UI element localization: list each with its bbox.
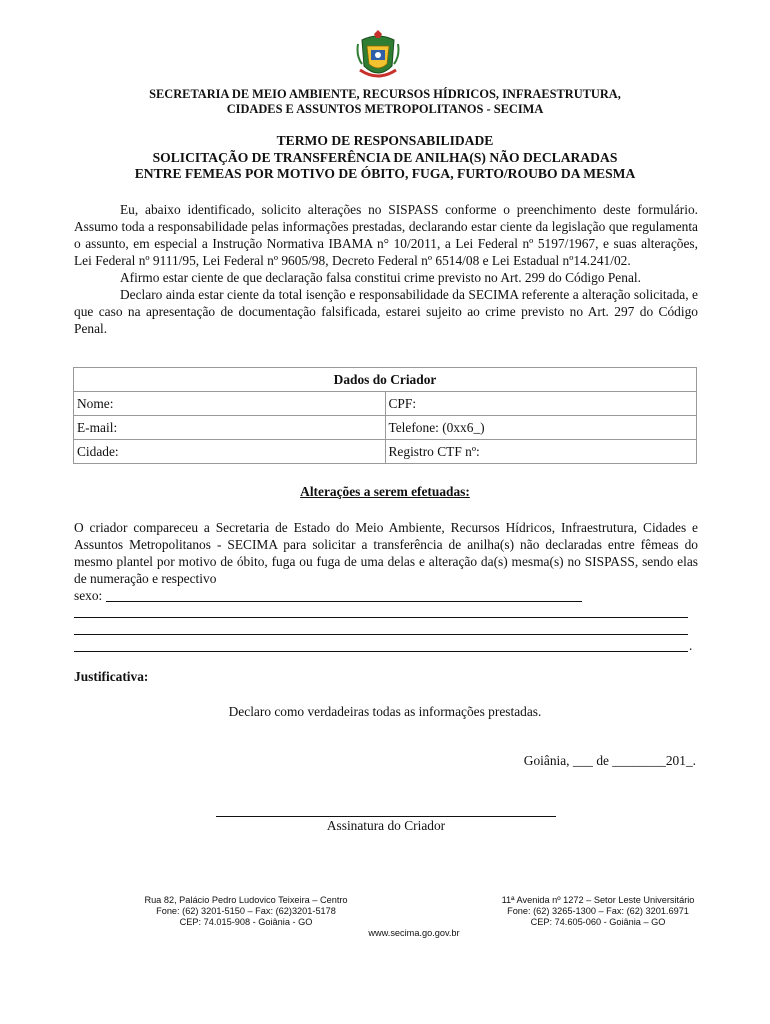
footer-left-line: CEP: 74.015-908 - Goiânia - GO	[179, 917, 313, 927]
email-field[interactable]: E-mail:	[74, 416, 386, 440]
footer-website[interactable]: www.secima.go.gov.br	[368, 928, 460, 938]
name-field[interactable]: Nome:	[74, 392, 386, 416]
coat-of-arms-logo	[356, 30, 400, 82]
changes-input-line-3[interactable]	[74, 651, 688, 652]
table-row	[74, 392, 697, 416]
title-line-3: ENTRE FEMEAS POR MOTIVO DE ÓBITO, FUGA, FURTO/ROUBO DA MESMA	[134, 166, 636, 181]
paragraph-exemption: Declaro ainda estar ciente da total isenção e responsabilidade da SECIMA referente a alteração solicitada, e que caso na apresentação de documentação falsificada, estarei sujeito ao crime previsto no Art. 297 do Código Penal.	[74, 287, 698, 336]
phone-field[interactable]: Telefone: (0xx6_)	[385, 416, 697, 440]
changes-text: O criador compareceu a Secretaria de Estado do Meio Ambiente, Recursos Hídricos, Infraestrutura, Cidades e Assuntos Metropolitanos - SECIMA para solicitar a transferência de anilha(s) não declaradas entre fêmeas do mesmo plantel por motivo de óbito, fuga ou fuga de uma delas e alteração da(s) mesma(s) no SISPASS, sendo elas de numeração e respectivo	[74, 520, 698, 586]
justification-label: Justificativa:	[74, 669, 149, 684]
declaration-statement: Declaro como verdadeiras todas as informações prestadas.	[228, 704, 542, 719]
table-heading: Dados do Criador	[74, 368, 697, 392]
signature-label: Assinatura do Criador	[326, 818, 446, 833]
breeder-data-table	[73, 367, 697, 464]
table-row	[74, 416, 697, 440]
city-field[interactable]: Cidade:	[74, 440, 386, 464]
footer-right-line: Fone: (62) 3265-1300 – Fax: (62) 3201.6971	[507, 906, 689, 916]
footer-left-address	[116, 895, 376, 928]
paragraph-false-declaration: Afirmo estar ciente de que declaração falsa constitui crime previsto no Art. 299 do Código Penal.	[120, 270, 641, 285]
changes-input-line-1[interactable]	[74, 617, 688, 618]
sex-input-line[interactable]	[106, 601, 582, 602]
signature-line[interactable]	[216, 816, 556, 817]
cpf-field[interactable]: CPF:	[385, 392, 697, 416]
changes-input-line-2[interactable]	[74, 634, 688, 635]
table-row	[74, 440, 697, 464]
title-line-1: TERMO DE RESPONSABILIDADE	[276, 133, 494, 148]
footer-right-line: 11ª Avenida nº 1272 – Setor Leste Universitário	[501, 895, 695, 905]
paragraph-declaration: Eu, abaixo identificado, solicito alterações no SISPASS conforme o preenchimento deste formulário. Assumo toda a responsabilidade pelas informações prestadas, declarando estar ciente da legislação que regulamenta o assunto, em especial a Instrução Normativa IBAMA n° 10/2011, a Lei Federal nº 5197/1967, e suas alterações, Lei Federal nº 9111/95, Lei Federal nº 9605/98, Decreto Federal nº 6514/08 e Lei Estadual nº14.241/02.	[74, 202, 698, 268]
end-period: .	[689, 638, 693, 653]
date-line: Goiânia, ___ de ________201_.	[523, 753, 696, 768]
header-line-2: CIDADES E ASSUNTOS METROPOLITANOS - SECIMA	[226, 102, 544, 116]
header-line-1: SECRETARIA DE MEIO AMBIENTE, RECURSOS HÍDRICOS, INFRAESTRUTURA,	[149, 87, 621, 101]
ctf-registry-field[interactable]: Registro CTF nº:	[385, 440, 697, 464]
title-line-2: SOLICITAÇÃO DE TRANSFERÊNCIA DE ANILHA(S) NÃO DECLARADAS	[152, 149, 618, 165]
sex-label: sexo:	[74, 588, 103, 603]
footer-right-line: CEP: 74.605-060 - Goiânia – GO	[530, 917, 666, 927]
footer-left-line: Fone: (62) 3201-5150 – Fax: (62)3201-5178	[156, 906, 336, 916]
changes-heading: Alterações a serem efetuadas:	[300, 484, 470, 499]
footer-right-address	[472, 895, 724, 928]
footer-left-line: Rua 82, Palácio Pedro Ludovico Teixeira – Centro	[144, 895, 348, 905]
